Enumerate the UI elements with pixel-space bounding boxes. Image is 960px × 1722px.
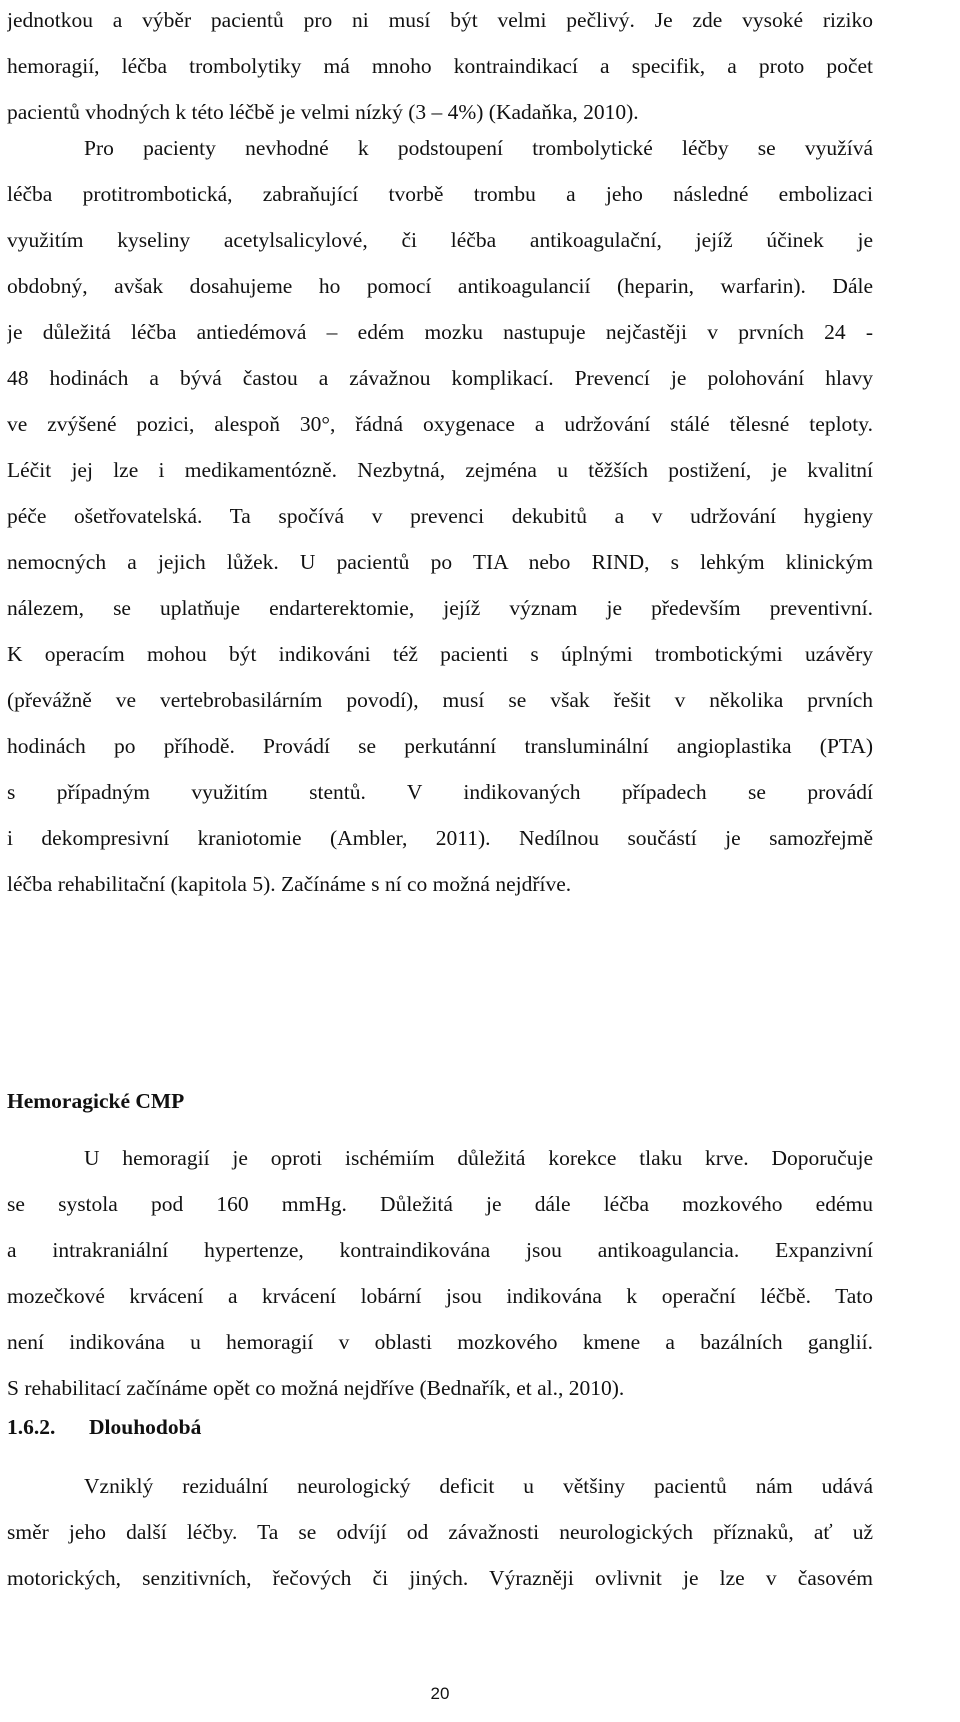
text-line: i dekompresivní kraniotomie (Ambler, 2011). Nedílnou součástí je samozřejmě [7, 826, 873, 850]
text-line: s případným využitím stentů. V indikovaných případech se provádí [7, 780, 873, 804]
text-line: je důležitá léčba antiedémová – edém mozku nastupuje nejčastěji v prvních 24 - [7, 320, 873, 344]
text-line: ve zvýšené pozici, alespoň 30°, řádná oxygenace a udržování stálé tělesné teploty. [7, 412, 873, 436]
section-title: Dlouhodobá [89, 1415, 202, 1439]
text-line: U hemoragií je oproti ischémiím důležitá korekce tlaku krve. Doporučuje [84, 1146, 873, 1170]
heading-line [7, 1404, 873, 1450]
text-line: a intrakraniální hypertenze, kontraindikována jsou antikoagulancia. Expanzivní [7, 1238, 873, 1262]
section-number: 1.6.2. [7, 1415, 56, 1439]
text-line: směr jeho další léčby. Ta se odvíjí od závažnosti neurologických příznaků, ať už [7, 1520, 873, 1544]
page-number: 20 [430, 1684, 450, 1703]
text-line: 48 hodinách a bývá častou a závažnou komplikací. Prevencí je polohování hlavy [7, 366, 873, 390]
section-heading-dlouhodoba [7, 1404, 873, 1450]
text-line: motorických, senzitivních, řečových či jiných. Výrazněji ovlivnit je lze v časovém [7, 1566, 873, 1590]
paragraph-trombolyza-continued [7, 0, 873, 135]
heading-text: Hemoragické CMP [7, 1089, 185, 1113]
text-line: K operacím mohou být indikováni též pacienti s úplnými trombotickými uzávěry [7, 642, 873, 666]
text-line: nálezem, se uplatňuje endarterektomie, jejíž význam je především preventivní. [7, 596, 873, 620]
text-line: pacientů vhodných k této léčbě je velmi nízký (3 – 4%) (Kadaňka, 2010). [7, 100, 639, 124]
text-line: hemoragií, léčba trombolytiky má mnoho kontraindikací a specifik, a proto počet [7, 54, 873, 78]
text-line: mozečkové krvácení a krvácení lobární jsou indikována k operační léčbě. Tato [7, 1284, 873, 1308]
section-heading-hemoragicke-cmp [7, 1078, 873, 1124]
text-line: hodinách po příhodě. Provádí se perkutánní transluminální angioplastika (PTA) [7, 734, 873, 758]
text-line: nemocných a jejich lůžek. U pacientů po TIA nebo RIND, s lehkým klinickým [7, 550, 873, 574]
text-line: Vzniklý reziduální neurologický deficit u většiny pacientů nám udává [84, 1474, 873, 1498]
text-line: Léčit jej lze i medikamentózně. Nezbytná, zejména u těžších postižení, je kvalitní [7, 458, 873, 482]
paragraph-protitromboticka-lecba [7, 125, 873, 907]
text-line: Pro pacienty nevhodné k podstoupení trombolytické léčby se využívá [84, 136, 873, 160]
text-line: léčba protitrombotická, zabraňující tvorbě trombu a jeho následné embolizaci [7, 182, 873, 206]
text-line: obdobný, avšak dosahujeme ho pomocí antikoagulancií (heparin, warfarin). Dále [7, 274, 873, 298]
paragraph-dlouhodoba [7, 1463, 873, 1601]
text-line: jednotkou a výběr pacientů pro ni musí být velmi pečlivý. Je zde vysoké riziko [7, 8, 873, 32]
text-line: (převážně ve vertebrobasilárním povodí), musí se však řešit v několika prvních [7, 688, 873, 712]
paragraph-hemoragicke-cmp [7, 1135, 873, 1411]
text-line: se systola pod 160 mmHg. Důležitá je dále léčba mozkového edému [7, 1192, 873, 1216]
text-line: není indikována u hemoragií v oblasti mozkového kmene a bazálních ganglií. [7, 1330, 873, 1354]
text-line: využitím kyseliny acetylsalicylové, či léčba antikoagulační, jejíž účinek je [7, 228, 873, 252]
text-line: péče ošetřovatelská. Ta spočívá v prevenci dekubitů a v udržování hygieny [7, 504, 873, 528]
text-line: S rehabilitací začínáme opět co možná nejdříve (Bednařík, et al., 2010). [7, 1376, 625, 1400]
text-line: léčba rehabilitační (kapitola 5). Začínáme s ní co možná nejdříve. [7, 872, 572, 896]
